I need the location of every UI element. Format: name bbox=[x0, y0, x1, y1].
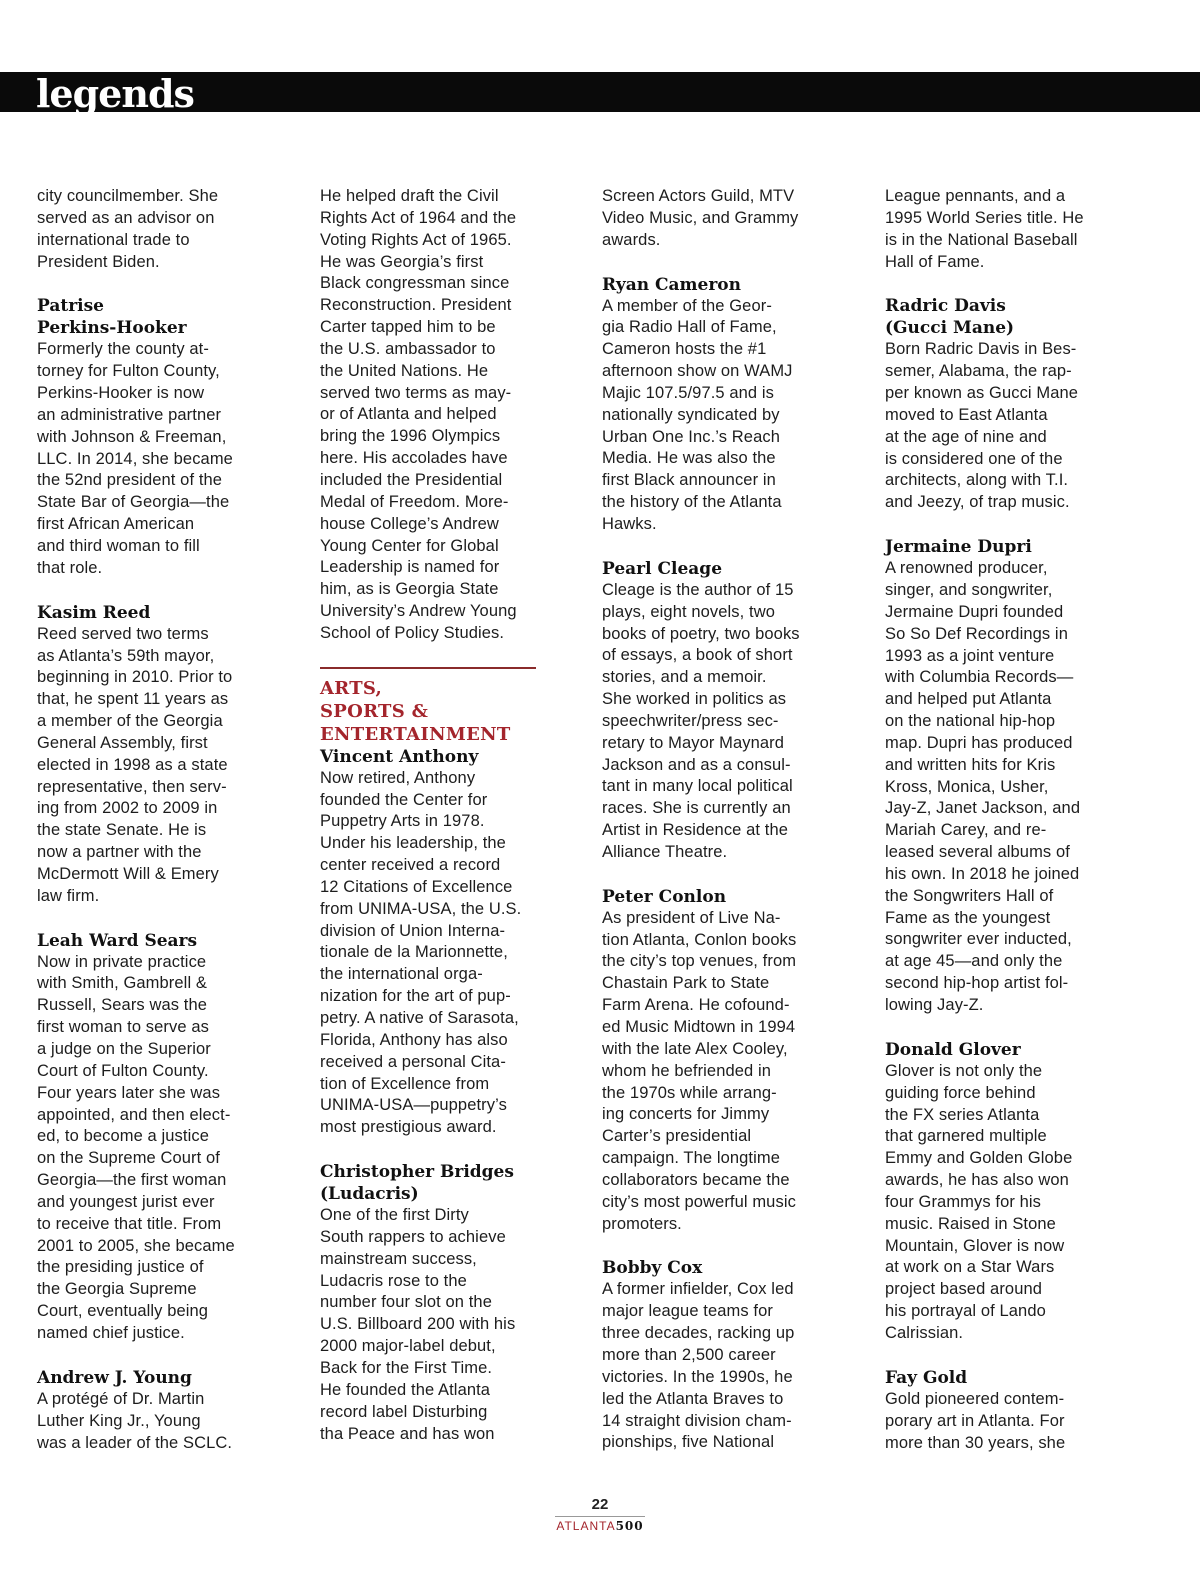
bio-line: ing from 2002 to 2009 in bbox=[37, 799, 218, 818]
bio-line: with Smith, Gambrell & bbox=[37, 974, 207, 993]
profile-name bbox=[37, 930, 273, 952]
bio-line: at the age of nine and bbox=[885, 427, 1047, 446]
bio-line: A protégé of Dr. Martin bbox=[37, 1389, 205, 1408]
section-heading-line: ENTERTAINMENT bbox=[320, 723, 511, 745]
profile-entry bbox=[602, 558, 838, 864]
section-heading-line: ARTS, bbox=[320, 677, 383, 699]
bio-line: the 52nd president of the bbox=[37, 471, 223, 490]
bio-line: first Black announcer in bbox=[602, 471, 776, 490]
bio-line: led the Atlanta Braves to bbox=[602, 1389, 784, 1408]
bio-line: on the Supreme Court of bbox=[37, 1149, 220, 1168]
bio-line: tant in many local political bbox=[602, 777, 793, 796]
bio-line: Mariah Carey, and re- bbox=[885, 821, 1047, 840]
bio-line: Urban One Inc.’s Reach bbox=[602, 427, 780, 446]
bio-line: General Assembly, first bbox=[37, 733, 208, 752]
profile-name-line: Leah Ward Sears bbox=[37, 930, 198, 951]
bio-line: at work on a Star Wars bbox=[885, 1258, 1055, 1277]
profile-name-line: Radric Davis bbox=[885, 296, 1006, 317]
brand-word: ATLANTA bbox=[556, 1519, 616, 1533]
bio-line: A former infielder, Cox led bbox=[602, 1280, 794, 1299]
profile-name-line: Bobby Cox bbox=[602, 1258, 703, 1279]
profile-name-line: Andrew J. Young bbox=[37, 1367, 192, 1388]
bio-line: the presiding justice of bbox=[37, 1258, 204, 1277]
profile-name-line: Kasim Reed bbox=[37, 602, 151, 623]
bio-line: as Atlanta’s 59th mayor, bbox=[37, 646, 215, 665]
bio-line: campaign. The longtime bbox=[602, 1149, 780, 1168]
bio-line: porary art in Atlanta. For bbox=[885, 1411, 1065, 1430]
bio-line: city’s most powerful music bbox=[602, 1192, 796, 1211]
bio-line: was a leader of the SCLC. bbox=[37, 1433, 233, 1452]
publication-brand bbox=[0, 1519, 1200, 1533]
profile-entry bbox=[320, 667, 556, 1139]
bio-line: Florida, Anthony has also bbox=[320, 1030, 508, 1049]
profile-entry bbox=[885, 295, 1121, 514]
bio-line: Now in private practice bbox=[37, 952, 207, 971]
bio-line: that role. bbox=[37, 558, 103, 577]
bio-line: awards, he has also won bbox=[885, 1171, 1069, 1190]
profile-bio bbox=[885, 558, 1121, 1017]
bio-line: Perkins-Hooker is now bbox=[37, 384, 205, 403]
bio-line: He helped draft the Civil bbox=[320, 187, 499, 205]
bio-line: a member of the Georgia bbox=[37, 712, 223, 731]
bio-line: pionships, five National bbox=[602, 1433, 775, 1452]
bio-line: Court, eventually being bbox=[37, 1302, 209, 1321]
profile-entry bbox=[320, 1161, 556, 1445]
bio-line: beginning in 2010. Prior to bbox=[37, 668, 233, 687]
brand-number: 500 bbox=[615, 1519, 644, 1533]
bio-line: tionale de la Marionnette, bbox=[320, 943, 508, 962]
bio-line: State Bar of Georgia—the bbox=[37, 493, 230, 512]
bio-line: stories, and a memoir. bbox=[602, 668, 767, 687]
bio-line: and helped put Atlanta bbox=[885, 690, 1052, 709]
bio-line: Cleage is the author of 15 bbox=[602, 580, 794, 599]
bio-line: School of Policy Studies. bbox=[320, 623, 505, 642]
bio-line: Emmy and Golden Globe bbox=[885, 1149, 1073, 1168]
profile-name-line: Pearl Cleage bbox=[602, 558, 723, 579]
bio-line: He founded the Atlanta bbox=[320, 1380, 491, 1399]
bio-line: three decades, racking up bbox=[602, 1324, 795, 1343]
bio-line: awards. bbox=[602, 230, 661, 249]
bio-line: afternoon show on WAMJ bbox=[602, 362, 793, 381]
profile-name-line: Ryan Cameron bbox=[602, 274, 742, 295]
bio-line: Jay-Z, Janet Jackson, and bbox=[885, 799, 1081, 818]
bio-line: Cameron hosts the #1 bbox=[602, 340, 767, 359]
profile-name bbox=[37, 295, 273, 339]
bio-line: Calrissian. bbox=[885, 1323, 964, 1342]
bio-line: League pennants, and a bbox=[885, 187, 1066, 205]
bio-line: house College’s Andrew bbox=[320, 514, 499, 533]
footer-divider bbox=[555, 1516, 645, 1517]
column-4 bbox=[885, 186, 1121, 1476]
bio-line: Medal of Freedom. More- bbox=[320, 492, 509, 511]
profile-entry bbox=[320, 186, 556, 645]
profile-entry bbox=[37, 1367, 273, 1455]
bio-line: singer, and songwriter, bbox=[885, 580, 1053, 599]
bio-line: Farm Arena. He cofound- bbox=[602, 996, 790, 1015]
profile-name-line: Jermaine Dupri bbox=[885, 537, 1032, 558]
bio-line: record label Disturbing bbox=[320, 1402, 488, 1421]
bio-line: major league teams for bbox=[602, 1302, 773, 1321]
profile-name bbox=[602, 558, 838, 580]
bio-line: Court of Fulton County. bbox=[37, 1061, 209, 1080]
bio-line: bring the 1996 Olympics bbox=[320, 427, 501, 446]
header-bar bbox=[0, 71, 1200, 116]
bio-line: books of poetry, two books bbox=[602, 624, 800, 643]
bio-line: is in the National Baseball bbox=[885, 230, 1078, 249]
bio-line: center received a record bbox=[320, 856, 501, 875]
bio-line: A member of the Geor- bbox=[602, 296, 772, 315]
bio-line: music. Raised in Stone bbox=[885, 1214, 1056, 1233]
profile-entry bbox=[37, 602, 273, 908]
bio-line: international trade to bbox=[37, 230, 190, 249]
profile-bio bbox=[37, 624, 273, 908]
bio-line: his portrayal of Lando bbox=[885, 1302, 1046, 1321]
page-number: 22 bbox=[591, 1496, 609, 1513]
profile-name-line: Fay Gold bbox=[885, 1367, 968, 1388]
section-header-title: legends bbox=[36, 71, 194, 116]
profile-entry bbox=[885, 1367, 1121, 1455]
bio-line: named chief justice. bbox=[37, 1323, 185, 1342]
bio-line: the Georgia Supreme bbox=[37, 1280, 197, 1299]
bio-line: and third woman to fill bbox=[37, 536, 200, 555]
bio-line: retary to Mayor Maynard bbox=[602, 733, 785, 752]
profile-name-line: Donald Glover bbox=[885, 1039, 1021, 1060]
bio-line: Kross, Monica, Usher, bbox=[885, 777, 1049, 796]
profile-name bbox=[320, 746, 556, 768]
bio-line: law firm. bbox=[37, 886, 100, 905]
bio-line: plays, eight novels, two bbox=[602, 602, 775, 621]
bio-line: Majic 107.5/97.5 and is bbox=[602, 383, 774, 402]
bio-line: more than 2,500 career bbox=[602, 1345, 776, 1364]
profile-entry bbox=[602, 886, 838, 1236]
bio-line: He was Georgia’s first bbox=[320, 252, 484, 271]
bio-line: U.S. Billboard 200 with his bbox=[320, 1315, 516, 1334]
bio-line: city councilmember. She bbox=[37, 187, 219, 205]
bio-line: second hip-hop artist fol- bbox=[885, 974, 1069, 993]
bio-line: the United Nations. He bbox=[320, 361, 489, 380]
bio-line: 1993 as a joint venture bbox=[885, 646, 1055, 665]
bio-line: Voting Rights Act of 1965. bbox=[320, 230, 512, 249]
page-footer bbox=[0, 1496, 1200, 1533]
bio-line: to receive that title. From bbox=[37, 1214, 222, 1233]
bio-line: moved to East Atlanta bbox=[885, 405, 1048, 424]
profile-bio bbox=[320, 1205, 556, 1445]
section-heading bbox=[320, 677, 556, 746]
bio-line: the U.S. ambassador to bbox=[320, 339, 496, 358]
bio-line: UNIMA-USA—puppetry’s bbox=[320, 1096, 507, 1115]
profile-name-line: Peter Conlon bbox=[602, 886, 727, 907]
bio-line: Formerly the county at- bbox=[37, 340, 209, 359]
bio-line: President Biden. bbox=[37, 252, 160, 271]
bio-line: Reconstruction. President bbox=[320, 296, 512, 315]
bio-line: Carter’s presidential bbox=[602, 1127, 752, 1146]
bio-line: the history of the Atlanta bbox=[602, 493, 782, 512]
profile-name bbox=[320, 1161, 556, 1205]
bio-line: Jackson and as a consul- bbox=[602, 755, 791, 774]
profile-name bbox=[602, 886, 838, 908]
bio-line: most prestigious award. bbox=[320, 1118, 497, 1137]
profile-name bbox=[885, 295, 1121, 339]
bio-line: promoters. bbox=[602, 1214, 682, 1233]
profile-bio bbox=[37, 339, 273, 579]
column-3 bbox=[602, 186, 838, 1476]
bio-line: from UNIMA-USA, the U.S. bbox=[320, 899, 522, 918]
bio-line: Video Music, and Grammy bbox=[602, 208, 799, 227]
bio-line: an administrative partner bbox=[37, 405, 222, 424]
bio-line: Under his leadership, the bbox=[320, 834, 506, 853]
bio-line: Reed served two terms bbox=[37, 624, 209, 643]
profile-entry bbox=[885, 186, 1121, 273]
profile-bio bbox=[602, 1279, 838, 1454]
profile-entry bbox=[37, 930, 273, 1345]
bio-line: more than 30 years, she bbox=[885, 1433, 1066, 1452]
bio-line: guiding force behind bbox=[885, 1083, 1036, 1102]
profile-entry bbox=[602, 274, 838, 536]
bio-line: of essays, a book of short bbox=[602, 646, 793, 665]
bio-line: Chastain Park to State bbox=[602, 974, 770, 993]
bio-line: the Songwriters Hall of bbox=[885, 886, 1054, 905]
bio-line: tha Peace and has won bbox=[320, 1424, 495, 1443]
bio-line: founded the Center for bbox=[320, 790, 488, 809]
bio-line: So So Def Recordings in bbox=[885, 624, 1068, 643]
bio-line: Alliance Theatre. bbox=[602, 842, 728, 861]
bio-line: Back for the First Time. bbox=[320, 1358, 493, 1377]
profile-bio bbox=[602, 580, 838, 864]
profile-name bbox=[885, 1367, 1121, 1389]
bio-line: served as an advisor on bbox=[37, 208, 215, 227]
bio-line: ing concerts for Jimmy bbox=[602, 1105, 770, 1124]
bio-line: the city’s top venues, from bbox=[602, 952, 797, 971]
bio-line: lowing Jay-Z. bbox=[885, 996, 984, 1014]
bio-line: Hawks. bbox=[602, 514, 657, 533]
profile-bio bbox=[885, 1061, 1121, 1345]
profile-name bbox=[37, 1367, 273, 1389]
bio-line: Born Radric Davis in Bes- bbox=[885, 340, 1077, 359]
section-heading-line: SPORTS & bbox=[320, 700, 429, 722]
bio-line: or of Atlanta and helped bbox=[320, 405, 497, 424]
bio-line: 14 straight division cham- bbox=[602, 1411, 792, 1430]
bio-line: As president of Live Na- bbox=[602, 908, 781, 927]
bio-line: Screen Actors Guild, MTV bbox=[602, 187, 795, 205]
bio-line: with Johnson & Freeman, bbox=[37, 427, 227, 446]
bio-line: tion Atlanta, Conlon books bbox=[602, 930, 797, 949]
bio-line: elected in 1998 as a state bbox=[37, 755, 228, 774]
bio-line: per known as Gucci Mane bbox=[885, 384, 1079, 403]
bio-line: the state Senate. He is bbox=[37, 821, 207, 840]
profile-bio bbox=[885, 186, 1121, 273]
profile-bio bbox=[37, 952, 273, 1345]
bio-line: and Jeezy, of trap music. bbox=[885, 493, 1070, 512]
bio-line: first African American bbox=[37, 515, 195, 534]
bio-line: Mountain, Glover is now bbox=[885, 1236, 1065, 1255]
bio-line: Rights Act of 1964 and the bbox=[320, 208, 517, 227]
profile-bio bbox=[37, 186, 273, 273]
profile-name-line: (Ludacris) bbox=[320, 1184, 419, 1205]
bio-line: tion of Excellence from bbox=[320, 1074, 490, 1093]
bio-line: Hall of Fame. bbox=[885, 252, 985, 271]
column-2 bbox=[320, 186, 556, 1467]
bio-line: petry. A native of Sarasota, bbox=[320, 1009, 519, 1027]
bio-line: 12 Citations of Excellence bbox=[320, 877, 513, 896]
profile-bio bbox=[885, 339, 1121, 514]
profile-entry bbox=[37, 186, 273, 273]
bio-line: races. She is currently an bbox=[602, 799, 791, 818]
bio-line: Puppetry Arts in 1978. bbox=[320, 812, 485, 831]
bio-line: gia Radio Hall of Fame, bbox=[602, 318, 777, 337]
bio-line: victories. In the 1990s, he bbox=[602, 1367, 793, 1386]
bio-line: now a partner with the bbox=[37, 843, 202, 862]
bio-line: the FX series Atlanta bbox=[885, 1105, 1040, 1124]
bio-line: on the national hip-hop bbox=[885, 712, 1056, 731]
bio-line: representative, then serv- bbox=[37, 777, 227, 796]
bio-line: University’s Andrew Young bbox=[320, 602, 517, 621]
bio-line: She worked in politics as bbox=[602, 690, 787, 709]
profile-entry bbox=[885, 536, 1121, 1017]
bio-line: division of Union Interna- bbox=[320, 921, 506, 940]
bio-line: Jermaine Dupri founded bbox=[885, 602, 1064, 621]
section-divider bbox=[320, 667, 536, 669]
bio-line: Luther King Jr., Young bbox=[37, 1411, 201, 1430]
profile-bio bbox=[602, 908, 838, 1236]
bio-line: with Columbia Records— bbox=[885, 668, 1074, 687]
bio-line: Glover is not only the bbox=[885, 1061, 1043, 1080]
bio-line: Fame as the youngest bbox=[885, 908, 1051, 927]
profile-entry bbox=[885, 1039, 1121, 1345]
bio-line: Carter tapped him to be bbox=[320, 318, 496, 337]
column-1 bbox=[37, 186, 273, 1476]
profile-bio bbox=[320, 768, 556, 1139]
bio-line: speechwriter/press sec- bbox=[602, 711, 779, 730]
profile-name-line: (Gucci Mane) bbox=[885, 318, 1015, 339]
bio-line: Now retired, Anthony bbox=[320, 768, 476, 787]
profile-bio bbox=[602, 186, 838, 252]
bio-line: the international orga- bbox=[320, 965, 483, 984]
bio-line: at age 45—and only the bbox=[885, 952, 1063, 971]
bio-line: that garnered multiple bbox=[885, 1127, 1047, 1146]
bio-line: the 1970s while arrang- bbox=[602, 1083, 777, 1102]
bio-line: torney for Fulton County, bbox=[37, 362, 220, 381]
bio-line: Russell, Sears was the bbox=[37, 996, 208, 1015]
bio-line: nationally syndicated by bbox=[602, 405, 780, 424]
bio-line: South rappers to achieve bbox=[320, 1227, 506, 1246]
profile-bio bbox=[885, 1389, 1121, 1455]
bio-line: and youngest jurist ever bbox=[37, 1192, 215, 1211]
bio-line: Black congressman since bbox=[320, 274, 510, 293]
bio-line: Gold pioneered contem- bbox=[885, 1389, 1065, 1408]
bio-line: McDermott Will & Emery bbox=[37, 864, 219, 883]
profile-name bbox=[37, 602, 273, 624]
bio-line: ed Music Midtown in 1994 bbox=[602, 1018, 796, 1036]
bio-line: that, he spent 11 years as bbox=[37, 690, 229, 709]
article-columns bbox=[0, 186, 1200, 1466]
bio-line: whom he befriended in bbox=[602, 1061, 772, 1080]
bio-line: and written hits for Kris bbox=[885, 755, 1056, 774]
bio-line: Four years later she was bbox=[37, 1083, 221, 1102]
bio-line: number four slot on the bbox=[320, 1293, 492, 1312]
bio-line: project based around bbox=[885, 1280, 1043, 1299]
profile-bio bbox=[320, 186, 556, 645]
bio-line: served two terms as may- bbox=[320, 383, 512, 402]
bio-line: songwriter ever inducted, bbox=[885, 930, 1072, 949]
bio-line: Georgia—the first woman bbox=[37, 1171, 227, 1190]
bio-line: Media. He was also the bbox=[602, 449, 776, 468]
profile-name-line: Patrise bbox=[37, 296, 104, 317]
bio-line: mainstream success, bbox=[320, 1249, 477, 1268]
bio-line: here. His accolades have bbox=[320, 449, 508, 468]
profile-name bbox=[602, 1257, 838, 1279]
bio-line: 2000 major-label debut, bbox=[320, 1337, 496, 1356]
bio-line: leased several albums of bbox=[885, 843, 1070, 862]
bio-line: first woman to serve as bbox=[37, 1018, 209, 1037]
profile-name-line: Vincent Anthony bbox=[320, 746, 479, 767]
profile-name-line: Christopher Bridges bbox=[320, 1162, 514, 1183]
profile-entry bbox=[37, 295, 273, 579]
profile-name bbox=[885, 1039, 1121, 1061]
bio-line: included the Presidential bbox=[320, 470, 503, 489]
bio-line: map. Dupri has produced bbox=[885, 733, 1073, 752]
profile-bio bbox=[602, 296, 838, 536]
bio-line: him, as is Georgia State bbox=[320, 580, 499, 599]
profile-bio bbox=[37, 1389, 273, 1455]
bio-line: LLC. In 2014, she became bbox=[37, 449, 233, 468]
bio-line: Ludacris rose to the bbox=[320, 1271, 467, 1290]
profile-name bbox=[885, 536, 1121, 558]
bio-line: ed, to become a justice bbox=[37, 1127, 209, 1146]
bio-line: nization for the art of pup- bbox=[320, 987, 511, 1006]
bio-line: One of the first Dirty bbox=[320, 1206, 469, 1225]
profile-entry bbox=[602, 186, 838, 252]
bio-line: Artist in Residence at the bbox=[602, 821, 789, 840]
bio-line: A renowned producer, bbox=[885, 559, 1048, 578]
bio-line: with the late Alex Cooley, bbox=[602, 1039, 788, 1058]
bio-line: is considered one of the bbox=[885, 449, 1063, 468]
bio-line: appointed, and then elect- bbox=[37, 1105, 231, 1124]
profile-entry bbox=[602, 1257, 838, 1454]
bio-line: semer, Alabama, the rap- bbox=[885, 362, 1072, 381]
bio-line: Young Center for Global bbox=[320, 536, 499, 555]
bio-line: architects, along with T.I. bbox=[885, 471, 1069, 490]
bio-line: a judge on the Superior bbox=[37, 1040, 211, 1058]
bio-line: Leadership is named for bbox=[320, 558, 500, 577]
bio-line: four Grammys for his bbox=[885, 1192, 1042, 1211]
profile-name bbox=[602, 274, 838, 296]
profile-name-line: Perkins-Hooker bbox=[37, 318, 187, 339]
bio-line: 2001 to 2005, she became bbox=[37, 1236, 235, 1255]
bio-line: collaborators became the bbox=[602, 1170, 790, 1189]
bio-line: his own. In 2018 he joined bbox=[885, 864, 1080, 883]
bio-line: 1995 World Series title. He bbox=[885, 208, 1084, 227]
bio-line: received a personal Cita- bbox=[320, 1052, 506, 1071]
